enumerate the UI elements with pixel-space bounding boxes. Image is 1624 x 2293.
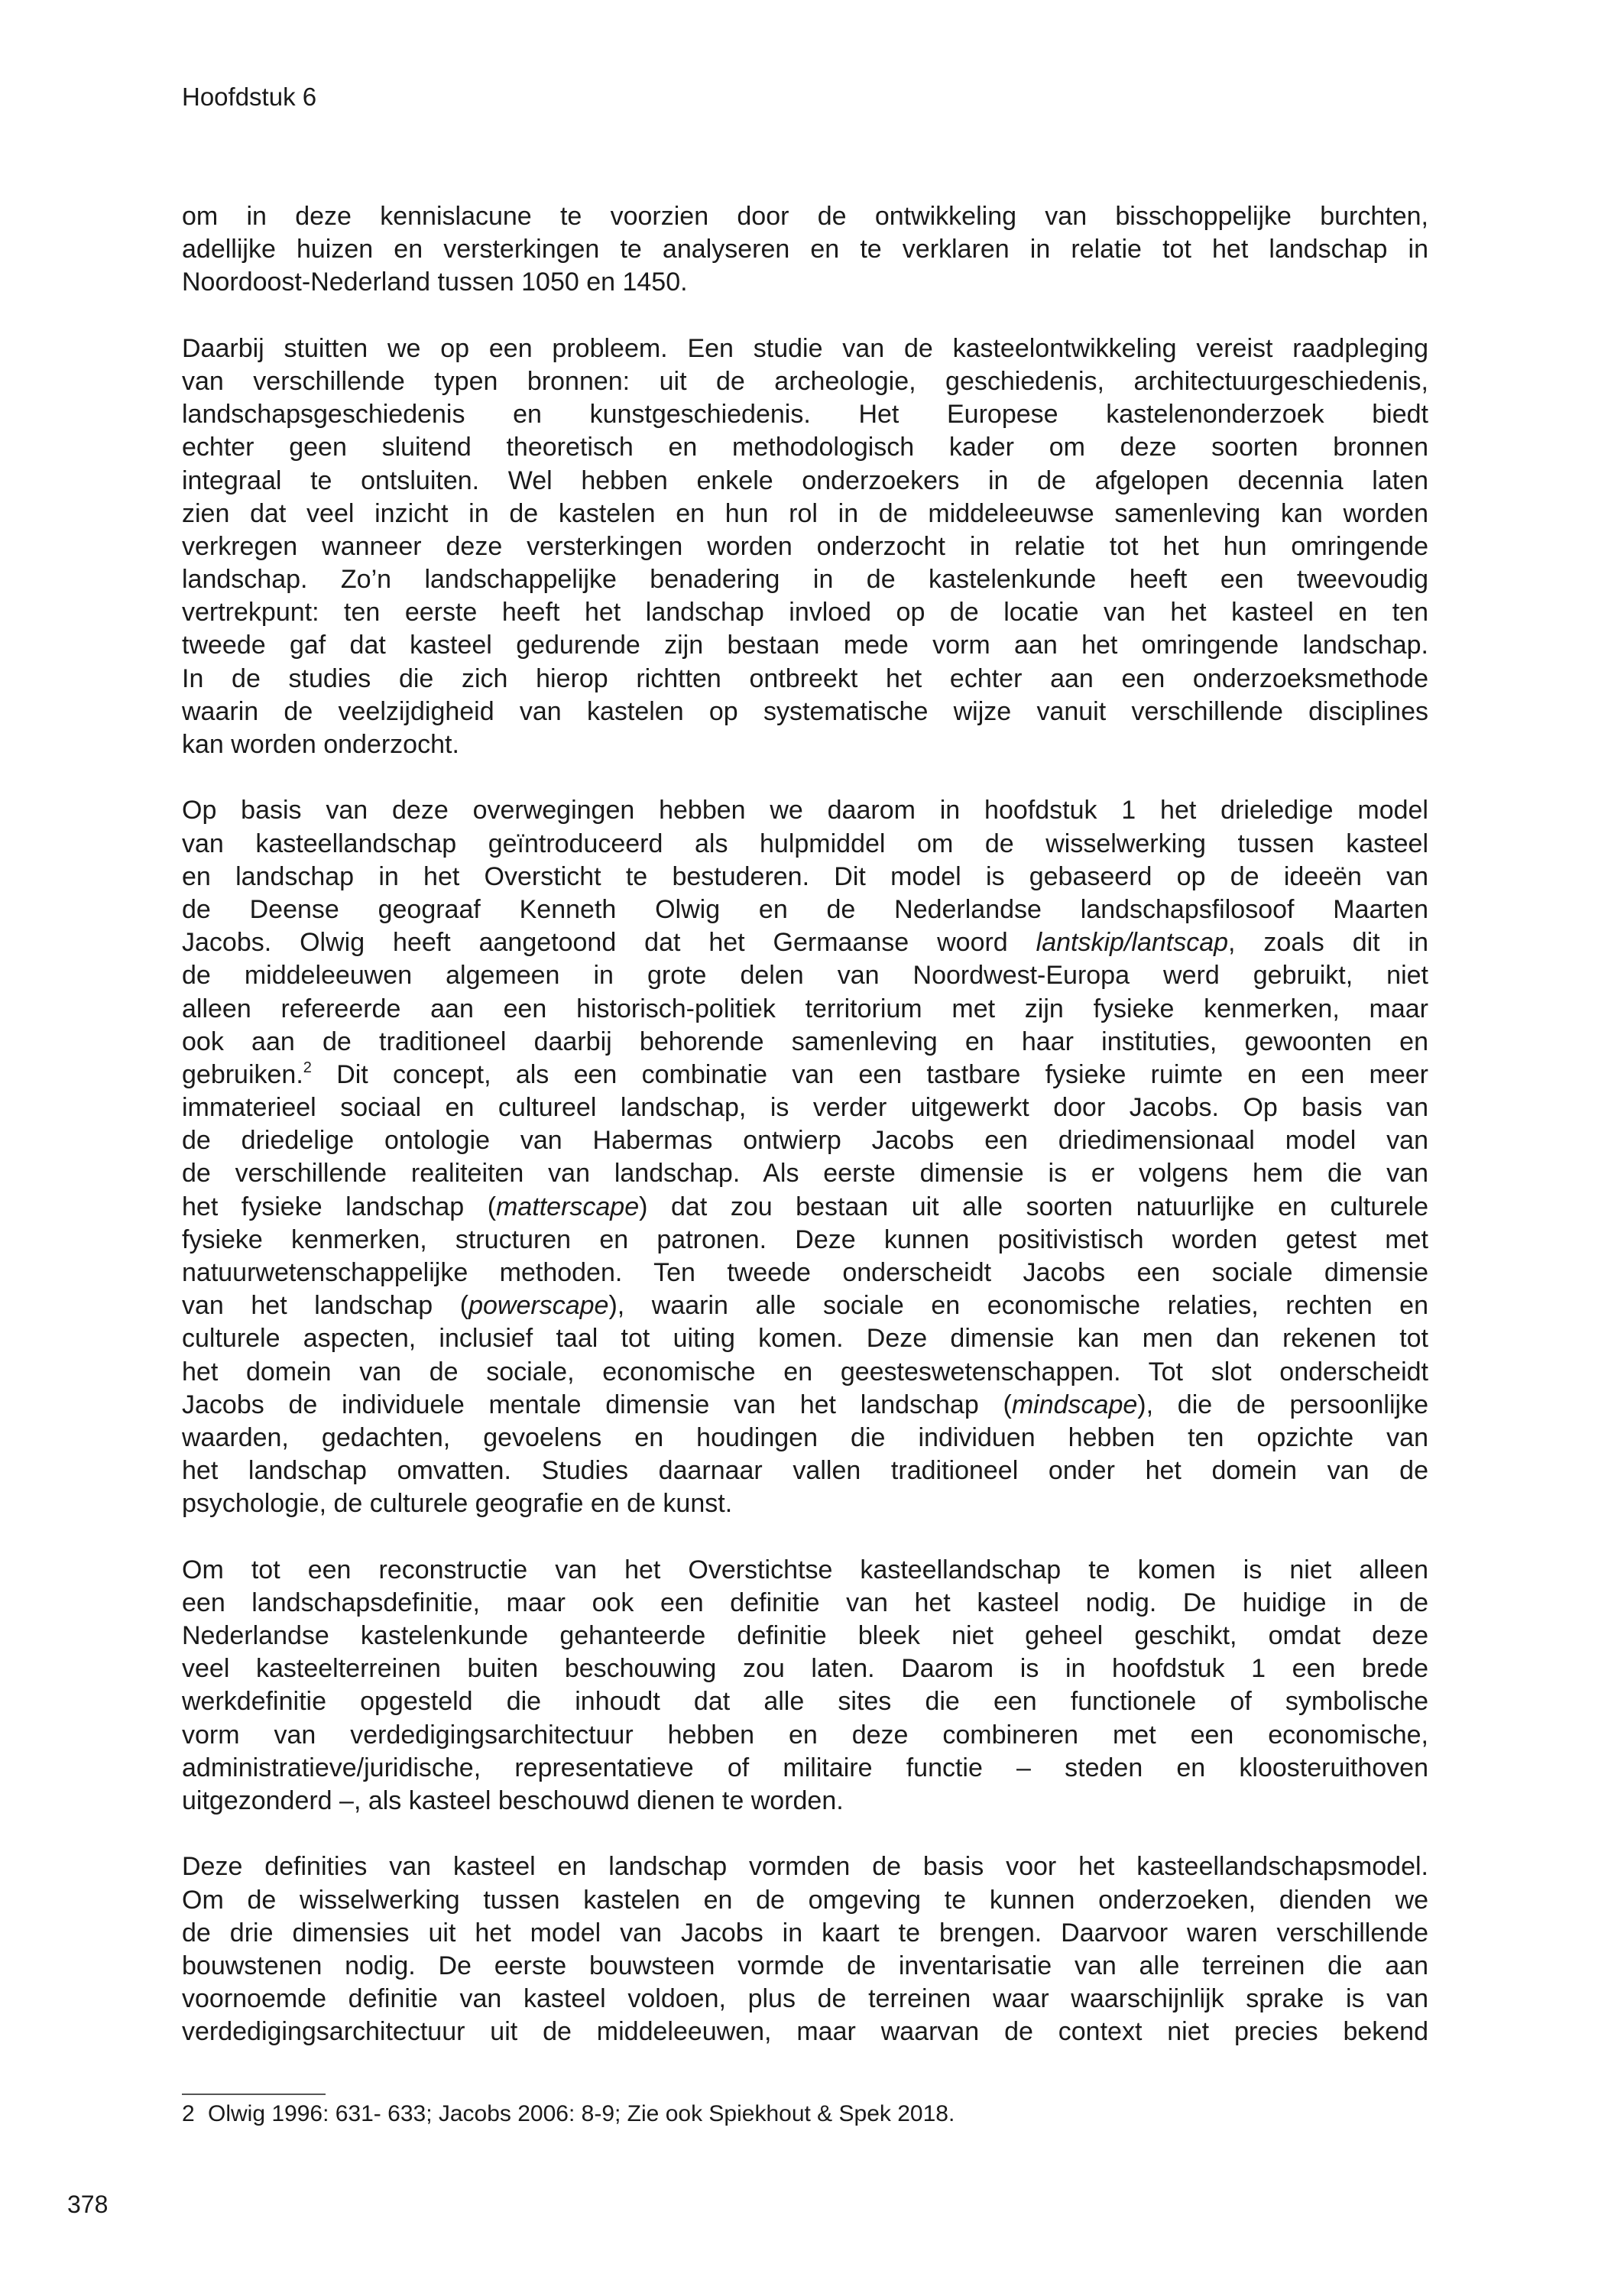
text-line: alleen refereerde aan een historisch-politiek territorium met zijn fysieke kenmerken, maar — [182, 994, 1428, 1023]
text-line: het domein van de sociale, economische en geesteswetenschappen. Tot slot onderscheidt — [182, 1357, 1428, 1387]
text-line: veel kasteelterreinen buiten beschouwing zou laten. Daarom is in hoofdstuk 1 een brede — [182, 1654, 1428, 1684]
text-line: voornoemde definitie van kasteel voldoen, plus de terreinen waar waarschijnlijk sprake is van — [182, 1984, 1428, 2014]
text-line: culturele aspecten, inclusief taal tot uiting komen. Deze dimensie kan men dan rekenen tot — [182, 1324, 1428, 1354]
text-line: verdedigingsarchitectuur uit de middeleeuwen, maar waarvan de context niet precies bekend — [182, 2017, 1428, 2047]
text-run: van het landschap ( — [182, 1291, 469, 1321]
paragraph — [182, 200, 1428, 300]
text-line: de driedelige ontologie van Habermas ontwierp Jacobs een driedimensionaal model van — [182, 1126, 1428, 1156]
footnote-text: Olwig 1996: 631- 633; Jacobs 2006: 8-9; Zie ook Spiekhout & Spek 2018. — [208, 2101, 955, 2126]
text-line: bouwstenen nodig. De eerste bouwsteen vormde de inventarisatie van alle terreinen die aan — [182, 1951, 1428, 1980]
text-line: de middeleeuwen algemeen in grote delen van Noordwest-Europa werd gebruikt, niet — [182, 961, 1428, 991]
footnote — [182, 2100, 955, 2129]
italic-term: powerscape — [468, 1291, 609, 1321]
text-line: fysieke kenmerken, structuren en patronen. Deze kunnen positivistisch worden getest met — [182, 1224, 1428, 1254]
text-run: het fysieke landschap ( — [182, 1192, 497, 1221]
text-line: Op basis van deze overwegingen hebben we daarom in hoofdstuk 1 het drieledige model — [182, 796, 1428, 825]
text-line: adellijke huizen en versterkingen te analyseren en te verklaren in relatie tot het landschap in — [182, 235, 1428, 264]
text-line: en landschap in het Oversticht te bestuderen. Dit model is gebaseerd op de ideeën van — [182, 861, 1428, 891]
text-line: In de studies die zich hierop richtten ontbreekt het echter aan een onderzoeksmethode — [182, 663, 1428, 693]
text-run: gebruiken. — [182, 1059, 303, 1089]
text-line: landschap. Zo’n landschappelijke benadering in de kastelenkunde heeft een tweevoudig — [182, 565, 1428, 595]
text-line: kan worden onderzocht. — [182, 730, 459, 759]
paragraph — [182, 332, 1428, 761]
paragraph — [182, 1850, 1428, 2048]
running-head: Hoofdstuk 6 — [182, 83, 317, 111]
text-line — [182, 1191, 1428, 1224]
text-line: de Deense geograaf Kenneth Olwig en de Nederlandse landschapsfilosoof Maarten — [182, 894, 1428, 924]
text-line: tweede gaf dat kasteel gedurende zijn bestaan mede vorm aan het omringende landschap. — [182, 631, 1428, 660]
body-text — [182, 200, 1428, 2082]
text-run: ) dat zou bestaan uit alle soorten natuurlijke en culturele — [639, 1192, 1428, 1221]
paragraph — [182, 794, 1428, 1520]
text-run: Jacobs de individuele mentale dimensie van het landschap ( — [182, 1390, 1012, 1419]
text-run: ), die de persoonlijke — [1137, 1390, 1428, 1419]
text-line: psychologie, de culturele geografie en de kunst. — [182, 1489, 733, 1519]
text-line: van verschillende typen bronnen: uit de archeologie, geschiedenis, architectuurgeschiedenis, — [182, 366, 1428, 396]
text-line: Om de wisselwerking tussen kastelen en de omgeving te kunnen onderzoeken, dienden we — [182, 1885, 1428, 1915]
text-line: integraal te ontsluiten. Wel hebben enkele onderzoekers in de afgelopen decennia laten — [182, 465, 1428, 495]
footnote-number: 2 — [182, 2101, 195, 2126]
text-line: de drie dimensies uit het model van Jacobs in kaart te brengen. Daarvoor waren verschillende — [182, 1918, 1428, 1948]
text-line: verkregen wanneer deze versterkingen worden onderzocht in relatie tot het hun omringende — [182, 531, 1428, 561]
text-run: Jacobs. Olwig heeft aangetoond dat het Germaanse woord — [182, 928, 1036, 958]
footnote-separator — [182, 2094, 326, 2095]
text-line: Daarbij stuitten we op een probleem. Een studie van de kasteelontwikkeling vereist raadpleging — [182, 333, 1428, 363]
text-run: ), waarin alle sociale en economische relaties, rechten en — [608, 1291, 1428, 1321]
text-line — [182, 1389, 1428, 1422]
text-line: Deze definities van kasteel en landschap vormden de basis voor het kasteellandschapsmodel. — [182, 1852, 1428, 1882]
text-run: Dit concept, als een combinatie van een tastbare fysieke ruimte en een meer — [311, 1059, 1428, 1089]
text-line: immaterieel sociaal en cultureel landschap, is verder uitgewerkt door Jacobs. Op basis van — [182, 1093, 1428, 1123]
text-line: Noordoost-Nederland tussen 1050 en 1450. — [182, 268, 688, 297]
text-line: waarden, gedachten, gevoelens en houdingen die individuen hebben ten opzichte van — [182, 1422, 1428, 1452]
text-line: ook aan de traditioneel daarbij behorende samenleving en haar instituties, gewoonten en — [182, 1026, 1428, 1056]
page-number: 378 — [67, 2191, 109, 2218]
text-line: landschapsgeschiedenis en kunstgeschiedenis. Het Europese kastelenonderzoek biedt — [182, 400, 1428, 430]
text-line: werkdefinitie opgesteld die inhoudt dat alle sites die een functionele of symbolische — [182, 1687, 1428, 1717]
text-line — [182, 926, 1428, 959]
text-line — [182, 1059, 1428, 1091]
footnote-reference: 2 — [303, 1059, 312, 1076]
text-line: natuurwetenschappelijke methoden. Ten tweede onderscheidt Jacobs een sociale dimensie — [182, 1258, 1428, 1287]
text-line: de verschillende realiteiten van landschap. Als eerste dimensie is er volgens hem die van — [182, 1159, 1428, 1189]
text-line: echter geen sluitend theoretisch en methodologisch kader om deze soorten bronnen — [182, 433, 1428, 462]
italic-term: mindscape — [1011, 1390, 1138, 1419]
text-line: Om tot een reconstructie van het Overstichtse kasteellandschap te komen is niet alleen — [182, 1555, 1428, 1584]
italic-term: lantskip/lantscap — [1036, 928, 1229, 958]
text-line: vertrekpunt: ten eerste heeft het landschap invloed op de locatie van het kasteel en ten — [182, 598, 1428, 628]
text-line: waarin de veelzijdigheid van kastelen op systematische wijze vanuit verschillende disciplines — [182, 696, 1428, 726]
text-line: vorm van verdedigingsarchitectuur hebben en deze combineren met een economische, — [182, 1720, 1428, 1750]
text-line: om in deze kennislacune te voorzien door de ontwikkeling van bisschoppelijke burchten, — [182, 202, 1428, 231]
text-line — [182, 1289, 1428, 1322]
paragraph — [182, 1554, 1428, 1818]
text-line: een landschapsdefinitie, maar ook een definitie van het kasteel nodig. De huidige in de — [182, 1588, 1428, 1617]
text-line: uitgezonderd –, als kasteel beschouwd dienen te worden. — [182, 1786, 844, 1815]
text-line: zien dat veel inzicht in de kastelen en hun rol in de middeleeuwse samenleving kan worden — [182, 498, 1428, 528]
italic-term: matterscape — [496, 1192, 640, 1221]
text-line: het landschap omvatten. Studies daarnaar vallen traditioneel onder het domein van de — [182, 1456, 1428, 1486]
text-line: administratieve/juridische, representatieve of militaire functie – steden en kloosteruithoven — [182, 1753, 1428, 1782]
text-run: , zoals dit in — [1228, 928, 1429, 958]
text-line: Nederlandse kastelenkunde gehanteerde definitie bleek niet geheel geschikt, omdat deze — [182, 1621, 1428, 1651]
text-line: van kasteellandschap geïntroduceerd als hulpmiddel om de wisselwerking tussen kasteel — [182, 829, 1428, 858]
